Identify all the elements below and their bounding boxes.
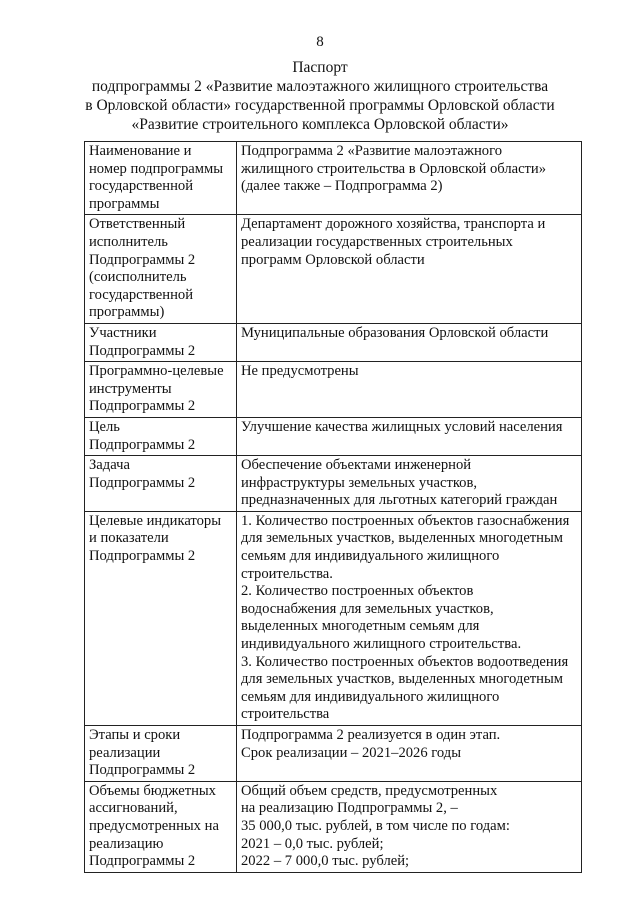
row-label-line: исполнитель [89,233,168,250]
row-label-line: государственной [89,178,194,195]
row-value-cell [237,511,582,725]
table-row [85,362,582,418]
table-row [85,456,582,512]
row-value-line: (далее также – Подпрограмма 2) [241,178,443,195]
row-label-line: программы) [89,304,165,321]
row-value-line: семьям для индивидуального жилищного [241,688,500,705]
row-label-line: Цель [89,418,120,435]
row-label-line: предусмотренных на [89,817,219,834]
row-value-line: для земельных участков, выделенных многодетным [241,530,564,547]
page-number: 8 [316,34,324,50]
row-label-line: номер подпрограммы [89,160,224,177]
row-value-cell [237,417,582,455]
row-value-line: 1. Количество построенных объектов газоснабжения [241,512,570,529]
row-label-line: Программно-целевые [89,363,224,380]
row-value-line: 2021 – 0,0 тыс. рублей; [241,835,384,852]
row-label-cell [85,362,237,418]
row-label-line: Целевые индикаторы [89,512,222,529]
table-row [85,781,582,872]
row-value-line: на реализацию Подпрограммы 2, – [241,800,458,817]
row-label-cell [85,456,237,512]
document-heading [0,58,640,134]
passport-table [84,141,582,873]
row-label-line: Подпрограммы 2 [89,762,196,779]
row-label-line: Участники [89,324,157,341]
row-label-cell [85,417,237,455]
table-row [85,323,582,361]
heading-line-subprogram: подпрограммы 2 «Развитие малоэтажного жилищного строительства [91,78,549,95]
row-label-line: (соисполнитель [89,269,187,286]
table-row [85,511,582,725]
row-label-cell [85,215,237,324]
row-value-cell [237,323,582,361]
heading-line-program-name: «Развитие строительного комплекса Орловской области» [131,116,509,133]
row-value-line: строительства. [241,565,333,582]
passport-table-body [85,142,582,873]
row-value-line: программ Орловской области [241,251,425,268]
row-label-cell [85,323,237,361]
row-label-cell [85,726,237,782]
row-label-line: реализацию [89,835,164,852]
row-value-line: водоснабжения для земельных участков, [241,600,494,617]
row-value-line: Подпрограмма 2 реализуется в один этап. [241,727,501,743]
row-value-line: предназначенных для льготных категорий граждан [241,492,558,509]
row-value-line: жилищного строительства в Орловской области» [241,160,547,177]
heading-title: Паспорт [292,59,348,76]
row-value-line: 3. Количество построенных объектов водоотведения [241,653,569,670]
row-label-cell [85,511,237,725]
row-label-line: инструменты [89,380,172,397]
row-value-line: Общий объем средств, предусмотренных [241,782,498,799]
row-value-line: Подпрограмма 2 «Развитие малоэтажного [241,143,503,159]
row-label-line: Объемы бюджетных [89,782,216,799]
table-row [85,142,582,215]
row-label-cell [85,142,237,215]
row-value-line: Улучшение качества жилищных условий населения [241,418,563,435]
row-label-line: Задача [89,457,130,474]
row-value-cell [237,362,582,418]
row-value-line: 35 000,0 тыс. рублей, в том числе по годам: [241,817,510,834]
row-label-line: Подпрограммы 2 [89,436,196,453]
row-value-line: Муниципальные образования Орловской области [241,324,549,341]
row-value-line: выделенных многодетным семьям для [241,618,480,635]
row-value-line: Департамент дорожного хозяйства, транспорта и [241,216,546,233]
row-value-line: для земельных участков, выделенных многодетным [241,671,564,688]
row-value-cell [237,456,582,512]
row-label-line: программы [89,195,160,212]
row-label-line: Подпрограммы 2 [89,548,196,565]
row-label-line: Ответственный [89,216,186,233]
row-value-line: Обеспечение объектами инженерной [241,457,472,474]
row-value-cell [237,781,582,872]
row-label-cell [85,781,237,872]
heading-line-state-program: в Орловской области» государственной программы Орловской области [85,97,555,114]
row-label-line: Подпрограммы 2 [89,853,196,870]
row-value-cell [237,215,582,324]
row-value-cell [237,142,582,215]
table-row [85,726,582,782]
row-label-line: и показатели [89,530,169,547]
row-value-line: реализации государственных строительных [241,233,513,250]
row-value-line: 2. Количество построенных объектов [241,583,474,600]
row-value-line: Срок реализации – 2021–2026 годы [241,744,462,761]
row-value-line: Не предусмотрены [241,363,359,380]
row-label-line: Подпрограммы 2 [89,474,196,491]
row-label-line: государственной [89,286,194,303]
row-value-line: семьям для индивидуального жилищного [241,548,500,565]
table-row [85,215,582,324]
row-label-line: реализации [89,744,161,761]
row-label-line: Этапы и сроки [89,727,181,743]
row-label-line: Подпрограммы 2 [89,342,196,359]
row-label-line: Подпрограммы 2 [89,251,196,268]
row-label-line: Подпрограммы 2 [89,398,196,415]
row-value-line: инфраструктуры земельных участков, [241,474,478,491]
row-value-line: индивидуального жилищного строительства. [241,636,522,653]
row-value-line: строительства [241,706,330,723]
row-value-cell [237,726,582,782]
row-label-line: Наименование и [89,143,192,159]
row-value-line: 2022 – 7 000,0 тыс. рублей; [241,853,410,870]
row-label-line: ассигнований, [89,800,178,817]
table-row [85,417,582,455]
